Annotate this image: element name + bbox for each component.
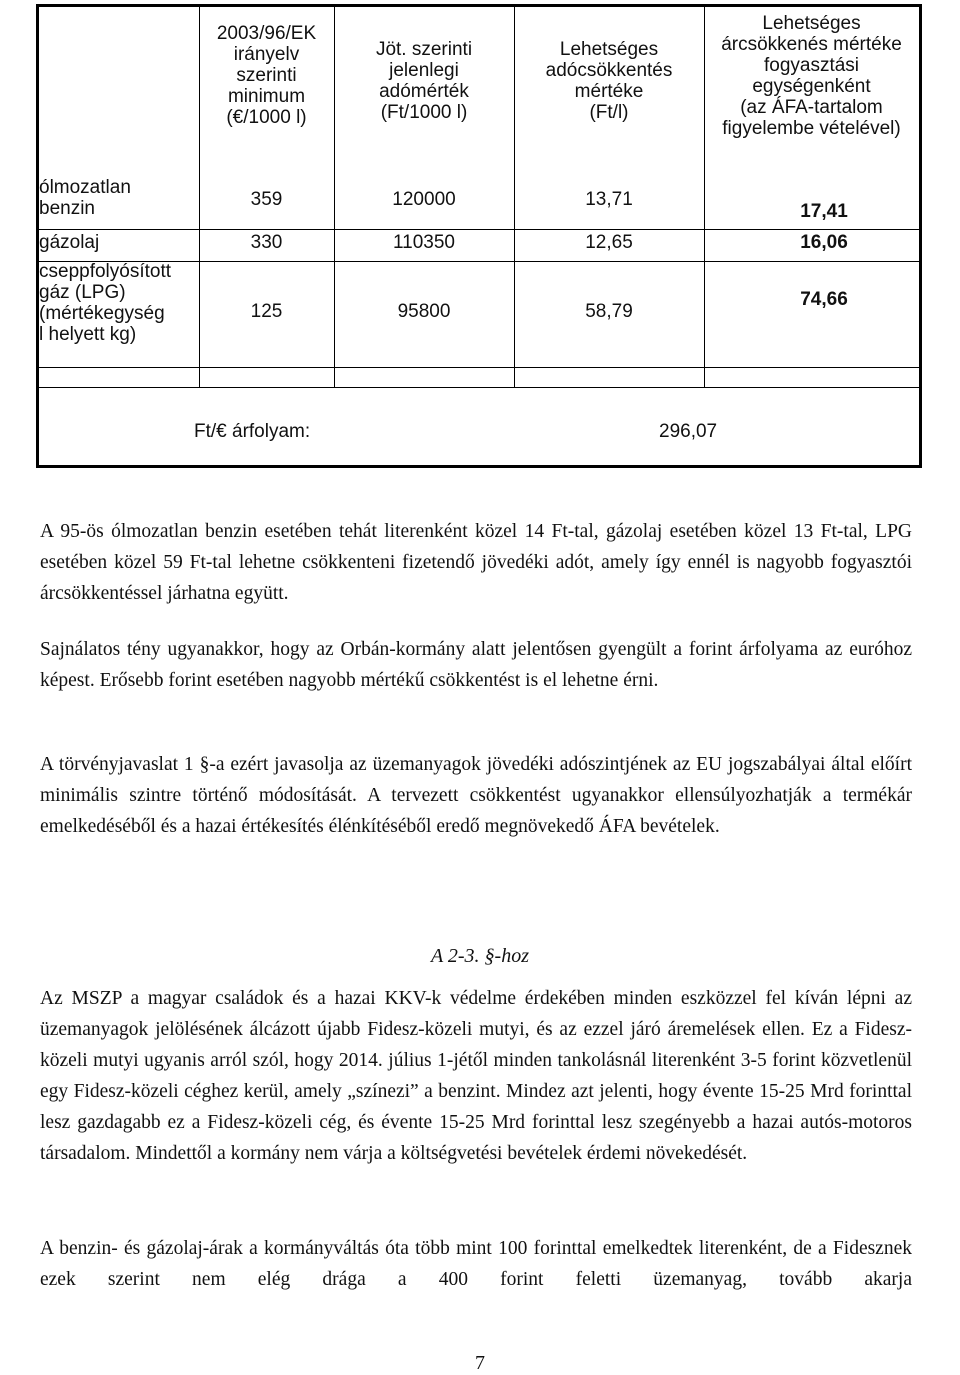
row-label-lpg: cseppfolyósított gáz (LPG) (mértékegység l helyett kg) [39,261,172,345]
exchange-rate-value: 296,07 [659,421,718,442]
cell-value: 110350 [393,232,455,253]
row-label-diesel: gázolaj [39,232,100,253]
cell-value: 125 [250,301,283,322]
cell-value: 74,66 [800,289,848,310]
header-tax-reduction: Lehetséges adócsökkentés mértéke (Ft/l) [545,39,673,123]
cell-value: 58,79 [585,301,633,322]
table-divider [39,367,919,368]
cell-value: 13,71 [585,189,633,210]
header-current-rate: Jöt. szerinti jelenlegi adómérték (Ft/1000 l) [375,39,473,123]
paragraph-5: A benzin- és gázolaj-árak a kormányváltás óta több mint 100 forinttal emelkedtek literenként, de a Fidesznek ezek szerint nem elég drága a 400 forint feletti üzemanyag, tovább akarja [40,1238,912,1290]
header-price-drop: Lehetséges árcsökkenés mértéke fogyasztási egységenként (az ÁFA-tartalom figyelembe vételével) [721,13,902,139]
paragraph-3: A törvényjavaslat 1 §-a ezért javasolja az üzemanyagok jövedéki adószintjének az EU jogszabályai által előírt minimális szintre történő módosítását. A tervezett csökkentést ugyanakkor ellensúlyozhatják a termékár emelkedéséből és a hazai értékesítés élénkítéséből eredő megnövekedő ÁFA bevételek. [40,754,912,837]
cell-value: 16,06 [800,232,848,253]
table-divider [39,229,919,230]
section-heading: A 2-3. §-hoz [431,945,529,967]
fuel-tax-table [36,4,922,468]
cell-value: 330 [250,232,283,253]
cell-value: 359 [250,189,283,210]
paragraph-4: Az MSZP a magyar családok és a hazai KKV-k védelme érdekében minden eszközzel fel kíván lépni az üzemanyagok jelölésének álcázott újabb Fidesz-közeli mutyi, és az ezzel járó áremelések ellen. Ez a Fidesz-közeli mutyi ugyanis arról szól, hogy 2014. július 1-jétől minden tankolásnál literenként 3-5 forint közvetlenül egy Fidesz-közeli céghez kerül, amely „színezi” a benzint. Mindez azt jelenti, hogy évente 15-25 Mrd forinttal lesz gazdagabb ez a Fidesz-közeli cég, és évente 15-25 Mrd forinttal lesz szegényebb a hazai autós-motoros társadalom. Mindettől a kormány nem várja a költségvetési bevételek érdemi növekedését. [40,988,912,1164]
row-label-petrol: ólmozatlan benzin [39,177,131,219]
cell-value: 95800 [397,301,451,322]
exchange-rate-label: Ft/€ árfolyam: [194,421,311,442]
table-divider [39,387,919,388]
paragraph-2: Sajnálatos tény ugyanakkor, hogy az Orbán-kormány alatt jelentősen gyengült a forint árfolyama az euróhoz képest. Erősebb forint esetében nagyobb mértékű csökkentést is el lehetne érni. [40,639,912,691]
paragraph-1: A 95-ös ólmozatlan benzin esetében tehát literenként közel 14 Ft-tal, gázolaj esetében közel 13 Ft-tal, LPG esetében közel 59 Ft-tal lehetne csökkenteni fizetendő jövedéki adót, amely így ennél is nagyobb fogyasztói árcsökkentéssel járhatna együtt. [40,521,912,604]
cell-value: 17,41 [800,201,848,222]
cell-value: 12,65 [585,232,633,253]
cell-value: 120000 [392,189,456,210]
header-minimum: 2003/96/EK irányelv szerinti minimum (€/1000 l) [216,23,317,128]
page-number: 7 [475,1352,485,1374]
